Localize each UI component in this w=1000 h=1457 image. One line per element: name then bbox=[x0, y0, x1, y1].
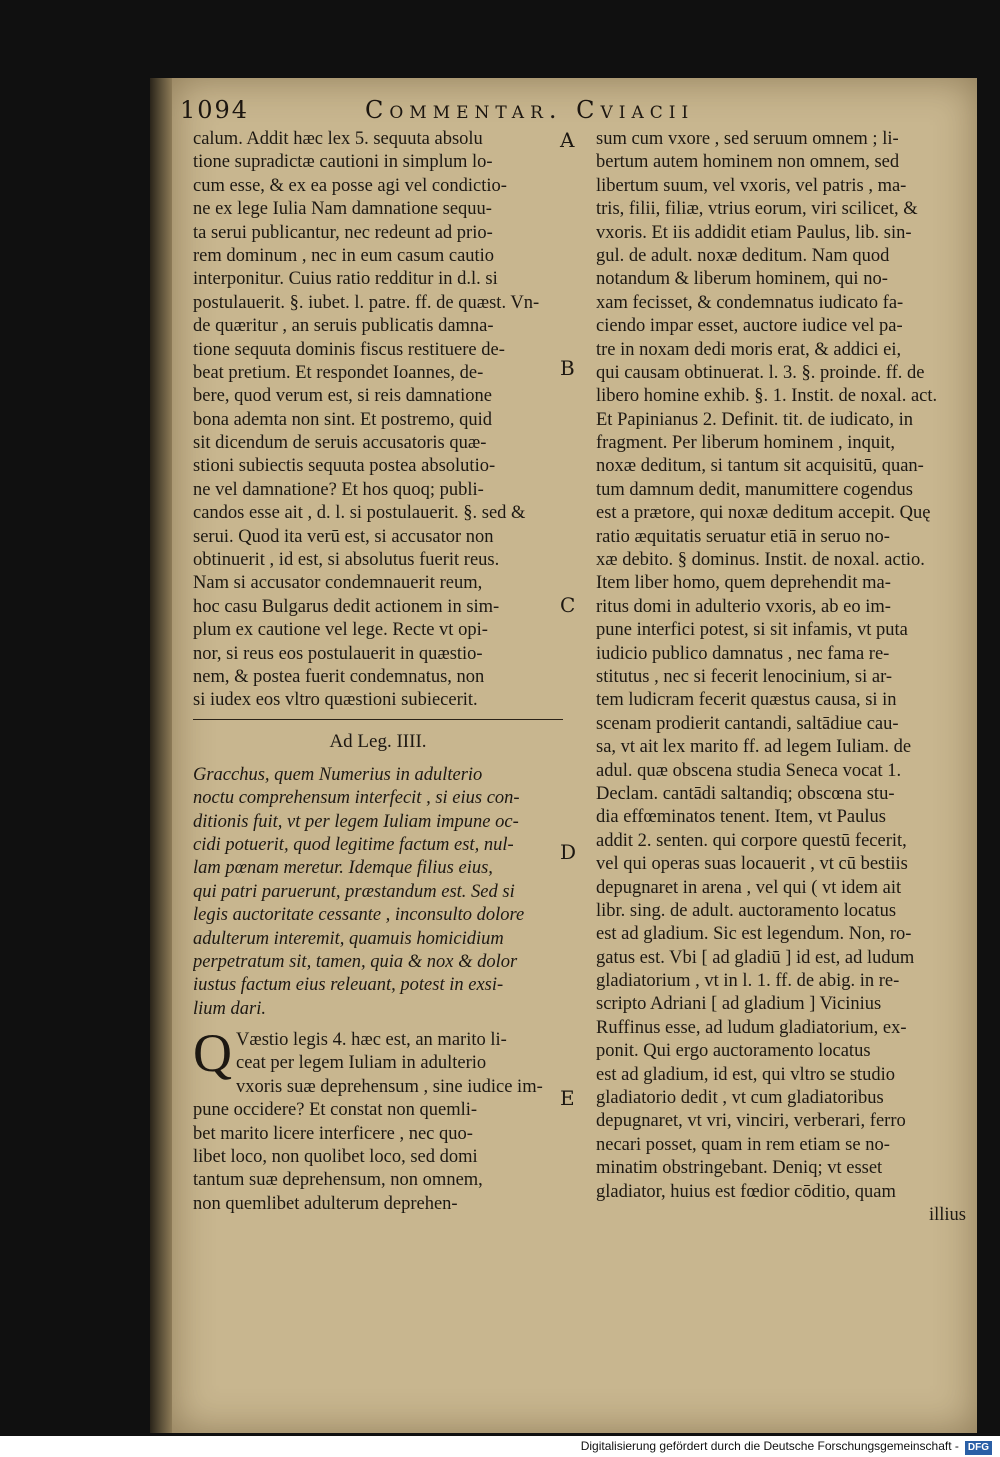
text-line: tione sequuta dominis fiscus restituere de- bbox=[193, 339, 505, 360]
text-line: stioni subiectis sequuta postea absolutio- bbox=[193, 456, 496, 477]
text-line: ta serui publicantur, nec redeunt ad prio- bbox=[193, 222, 493, 243]
text-line: interponitur. Cuius ratio redditur in d.l. si bbox=[193, 269, 498, 290]
text-line: iustus factum eius releuant, potest in exsi- bbox=[193, 975, 504, 996]
text-line: depugnaret, vt vri, vinciri, verberari, ferro bbox=[596, 1111, 906, 1132]
text-line: xæ debito. § dominus. Instit. de noxal. actio. bbox=[596, 550, 925, 571]
text-line: notandum & liberum hominem, qui no- bbox=[596, 269, 888, 290]
text-line: non quemlibet adulterum deprehen- bbox=[193, 1193, 458, 1214]
text-line: dia effœminatos tenent. Item, vt Paulus bbox=[596, 807, 886, 828]
text-line: vxoris. Et iis addidit etiam Paulus, lib. sin- bbox=[596, 222, 912, 243]
text-line: vxoris suæ deprehensum , sine iudice im- bbox=[236, 1076, 543, 1097]
page-number: 1094 bbox=[180, 96, 250, 124]
page-header bbox=[180, 96, 960, 130]
dfg-logo: DFG bbox=[965, 1441, 992, 1455]
section-heading: Ad Leg. IIII. bbox=[193, 719, 563, 764]
text-line: qui causam obtinuerat. l. 3. §. proinde. ff. de bbox=[596, 362, 925, 383]
text-line: sa, vt ait lex marito ff. ad legem Iuliam. de bbox=[596, 737, 912, 758]
text-line: de quæritur , an seruis publicatis damna- bbox=[193, 316, 494, 337]
text-line: sum cum vxore , sed seruum omnem ; li- bbox=[596, 129, 899, 149]
margin-letter: D bbox=[560, 840, 577, 864]
text-line: Ruffinus esse, ad ludum gladiatorium, ex- bbox=[596, 1017, 907, 1038]
text-line: pune interfici potest, si sit infamis, vt puta bbox=[596, 620, 908, 641]
law-text-italic bbox=[193, 764, 563, 1021]
left-column-body bbox=[193, 128, 563, 713]
right-column bbox=[596, 128, 966, 1227]
margin-letter: E bbox=[560, 1086, 575, 1110]
text-line: xam fecisset, & condemnatus iudicato fa- bbox=[596, 292, 904, 313]
text-line: est ad gladium, id est, qui vltro se studio bbox=[596, 1064, 896, 1085]
text-line: ponit. Qui ergo auctoramento locatus bbox=[596, 1041, 871, 1062]
text-line: est a prætore, qui noxæ deditum accepit. Quę bbox=[596, 503, 931, 524]
text-line: tum damnum dedit, manumittere cogendus bbox=[596, 479, 914, 500]
text-line: bertum autem hominem non omnem, sed bbox=[596, 152, 900, 173]
footer-text: Digitalisierung gefördert durch die Deutsche Forschungsgemeinschaft - bbox=[580, 1439, 959, 1453]
left-column bbox=[193, 128, 563, 1216]
text-line: libero homine exhib. §. 1. Instit. de noxal. act. bbox=[596, 386, 938, 407]
text-line: addit 2. senten. qui corpore questū fecerit, bbox=[596, 830, 907, 851]
text-line: ratio æquitatis seruatur etiā in seruo no- bbox=[596, 526, 890, 547]
text-line: serui. Quod ita verū est, si accusator non bbox=[193, 526, 494, 547]
text-line: obtinuerit , id est, si absolutus fuerit reus. bbox=[193, 550, 500, 571]
text-line: si iudex eos vltro quæstioni subiecerit. bbox=[193, 690, 478, 711]
text-line: ritus domi in adulterio vxoris, ab eo im- bbox=[596, 596, 891, 617]
text-line: tantum suæ deprehensum, non omnem, bbox=[193, 1170, 483, 1191]
text-line: beat pretium. Et respondet Ioannes, de- bbox=[193, 362, 484, 383]
text-line: tris, filii, filiæ, vtrius eorum, viri scilicet, & bbox=[596, 199, 918, 220]
text-line: tre in noxam dedi moris erat, & addici ei, bbox=[596, 339, 902, 360]
text-line: lium dari. bbox=[193, 998, 266, 1019]
text-line: calum. Addit hæc lex 5. sequuta absolu bbox=[193, 129, 483, 149]
text-line: ne ex lege Iulia Nam damnatione sequu- bbox=[193, 199, 492, 220]
margin-letter: A bbox=[560, 128, 575, 152]
text-line: lam pœnam meretur. Idemque filius eius, bbox=[193, 858, 493, 879]
page-gutter-shadow bbox=[150, 78, 172, 1433]
text-line: scenam prodierit cantandi, saltādiue cau- bbox=[596, 713, 899, 734]
text-line: perpetratum sit, tamen, quia & nox & dolor bbox=[193, 951, 518, 972]
text-line: qui patri paruerunt, præstandum est. Sed si bbox=[193, 881, 515, 902]
text-line: adulterum interemit, quamuis homicidium bbox=[193, 928, 504, 949]
text-line: gatus est. Vbi [ ad gladiū ] id est, ad ludum bbox=[596, 947, 915, 968]
commentary-paragraph bbox=[193, 1023, 563, 1216]
text-line: iudicio publico damnatus , nec fama re- bbox=[596, 643, 890, 664]
text-line: Item liber homo, quem deprehendit ma- bbox=[596, 573, 891, 594]
text-line: nor, si reus eos postulauerit in quæstio- bbox=[193, 643, 483, 664]
margin-letter: B bbox=[560, 356, 575, 380]
text-line: ciendo impar esset, auctore iudice vel pa- bbox=[596, 316, 903, 337]
text-line: libet loco, non quolibet loco, sed domi bbox=[193, 1147, 478, 1168]
text-line: Gracchus, quem Numerius in adulterio bbox=[193, 764, 483, 785]
text-line: legis auctoritate cessante , inconsulto dolore bbox=[193, 905, 525, 926]
text-line: cum esse, & ex ea posse agi vel condictio- bbox=[193, 175, 507, 196]
text-line: rem dominum , nec in eum casum cautio bbox=[193, 245, 495, 266]
margin-letter: C bbox=[560, 593, 576, 617]
text-line: tione supradictæ cautioni in simplum lo- bbox=[193, 152, 493, 173]
text-line: pune occidere? Et constat non quemli- bbox=[193, 1100, 478, 1121]
text-line: gul. de adult. noxæ deditum. Nam quod bbox=[596, 245, 890, 266]
text-line: bona ademta non sint. Et postremo, quid bbox=[193, 409, 493, 430]
text-line: libr. sing. de adult. auctoramento locatus bbox=[596, 900, 897, 921]
text-line: Væstio legis 4. hæc est, an marito li- bbox=[236, 1030, 507, 1051]
text-line: ceat per legem Iuliam in adulterio bbox=[236, 1053, 487, 1074]
text-line: bet marito licere interficere , nec quo- bbox=[193, 1123, 473, 1144]
text-line: minatim obstringebant. Deniq; vt esset bbox=[596, 1158, 883, 1179]
text-line: vel qui operas suas locauerit , vt cū bestiis bbox=[596, 854, 908, 875]
text-line: ditionis fuit, vt per legem Iuliam impune oc- bbox=[193, 811, 519, 832]
text-line: tem ludicram fecerit quæstus causa, si in bbox=[596, 690, 897, 711]
text-line: noctu comprehensum interfecit , si eius con- bbox=[193, 788, 520, 809]
text-line: scripto Adriani [ ad gladium ] Vicinius bbox=[596, 994, 882, 1015]
text-line: gladiatorium , vt in l. 1. ff. de abig. in re- bbox=[596, 971, 900, 992]
text-line: stitutus , nec si fecerit lenocinium, si ar- bbox=[596, 666, 893, 687]
text-line: postulauerit. §. iubet. l. patre. ff. de quæst. Vn- bbox=[193, 292, 540, 313]
running-title: Commentar. Cviacii bbox=[365, 96, 695, 124]
text-line: hoc casu Bulgarus dedit actionem in sim- bbox=[193, 596, 500, 617]
text-line: gladiator, huius est fœdior cōditio, quam bbox=[596, 1181, 896, 1202]
text-line: est ad gladium. Sic est legendum. Non, ro- bbox=[596, 924, 912, 945]
catchword: illius bbox=[928, 1204, 966, 1225]
text-line: nem, & postea fuerit condemnatus, non bbox=[193, 666, 485, 687]
digitization-footer bbox=[0, 1436, 1000, 1457]
text-line: Nam si accusator condemnauerit reum, bbox=[193, 573, 483, 594]
text-line: plum ex cautione vel lege. Recte vt opi- bbox=[193, 620, 488, 641]
text-line: bere, quod verum est, si reis damnatione bbox=[193, 386, 492, 407]
text-line: fragment. Per liberum hominem , inquit, bbox=[596, 433, 896, 454]
drop-cap: Q bbox=[193, 1023, 232, 1084]
text-line: ne vel damnatione? Et hos quoq; publi- bbox=[193, 479, 484, 500]
text-line: libertum suum, vel vxoris, vel patris , ma- bbox=[596, 175, 907, 196]
text-line: adul. quæ obscena studia Seneca vocat 1. bbox=[596, 760, 902, 781]
text-line: cidi potuerit, quod legitime factum est, nul- bbox=[193, 834, 514, 855]
text-line: noxæ deditum, si tantum sit acquisitū, quan- bbox=[596, 456, 924, 477]
text-line: depugnaret in arena , vel qui ( vt idem ait bbox=[596, 877, 902, 898]
text-line: necari posset, quam in rem etiam se no- bbox=[596, 1134, 890, 1155]
text-line: Declam. cantādi saltandiq; obscœna stu- bbox=[596, 783, 895, 804]
text-line: Et Papinianus 2. Definit. tit. de iudicato, in bbox=[596, 409, 914, 430]
text-line: candos esse ait , d. l. si postulauerit. §. sed & bbox=[193, 503, 526, 524]
text-line: sit dicendum de seruis accusatoris quæ- bbox=[193, 433, 487, 454]
text-line: gladiatorio dedit , vt cum gladiatoribus bbox=[596, 1088, 884, 1109]
